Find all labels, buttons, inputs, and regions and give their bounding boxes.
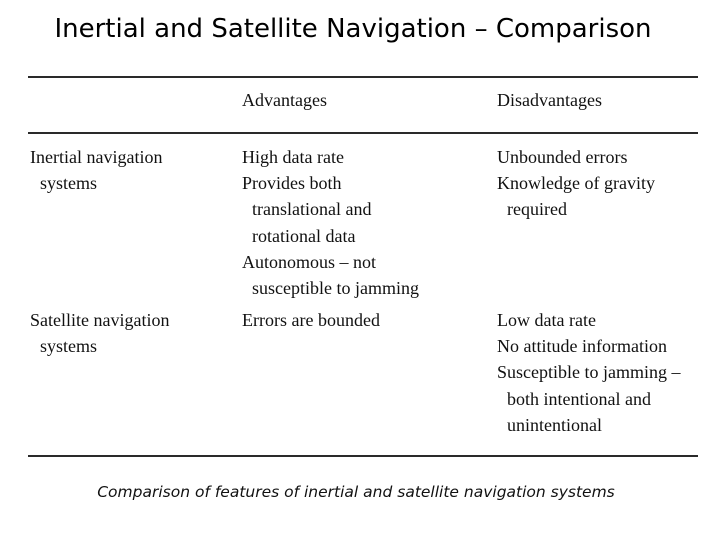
advantage-line: translational and <box>252 199 372 220</box>
advantage-line: rotational data <box>252 225 356 246</box>
header-advantages: Advantages <box>242 90 327 110</box>
header-disadvantages: Disadvantages <box>497 90 602 110</box>
slide-title: Inertial and Satellite Navigation – Comparison <box>54 14 652 44</box>
disadvantage-line: Knowledge of gravity <box>497 173 655 194</box>
advantage-line: Provides both <box>242 173 342 194</box>
system-line: Satellite navigation <box>30 310 170 330</box>
row-inertial-disadvantages <box>497 144 655 223</box>
table-bottom-rule <box>28 455 698 457</box>
row-satellite-system <box>30 307 169 359</box>
disadvantage-line: No attitude information <box>497 336 667 357</box>
row-satellite-disadvantages <box>497 307 680 438</box>
system-line: systems <box>40 336 98 357</box>
disadvantage-line: unintentional <box>507 414 602 435</box>
figure-caption: Comparison of features of inertial and satellite navigation systems <box>97 483 615 501</box>
advantage-line: Autonomous – not <box>242 251 377 272</box>
table-top-rule <box>28 76 698 78</box>
advantage-line: susceptible to jamming <box>252 278 419 299</box>
system-line: systems <box>40 173 98 194</box>
row-inertial-advantages <box>242 144 419 301</box>
row-satellite-advantages <box>242 307 380 333</box>
table-header-rule <box>28 132 698 134</box>
system-line: Inertial navigation <box>30 147 163 167</box>
row-inertial-system <box>30 144 162 196</box>
disadvantage-line: both intentional and <box>507 388 651 409</box>
disadvantage-line: Unbounded errors <box>497 147 628 167</box>
advantage-line: High data rate <box>242 147 344 167</box>
disadvantage-line: required <box>507 199 567 220</box>
disadvantage-line: Low data rate <box>497 310 596 330</box>
advantage-line: Errors are bounded <box>242 310 380 330</box>
disadvantage-line: Susceptible to jamming – <box>497 362 681 383</box>
